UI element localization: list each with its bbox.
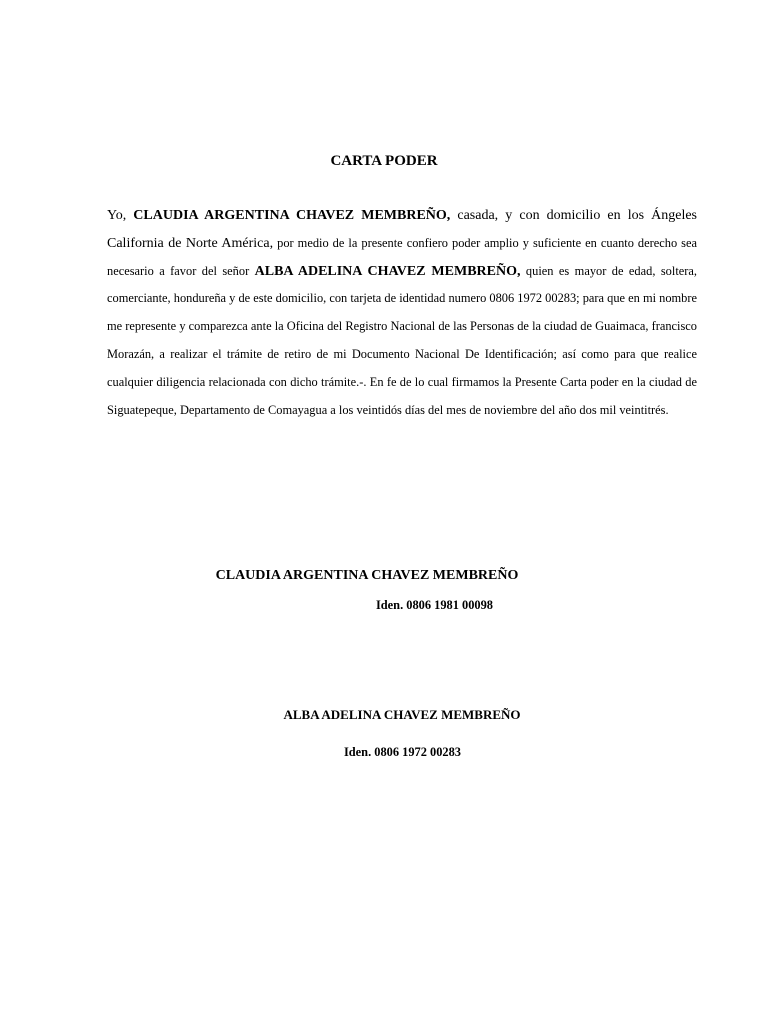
body-closing-text: quien es mayor de edad, soltera, comerciante, hondureña y de este domicilio, con tarjeta de identidad numero 0806 1972 00283; para que en mi nombre me represente y comparezca ante la Oficina del Registro Nacional de las Personas de la ciudad de Guaimaca, francisco Morazán, a realizar el trámite de retiro de mi Documento Nacional De Identificación; así como para que realice cualquier diligencia relacionada con dicho trámite.-. En fe de lo cual firmamos la Presente Carta poder en la ciudad de Siguatepeque, Departamento de Comayagua a los veintidós días del mes de noviembre del año dos mil veintitrés.	[107, 263, 697, 417]
signature-name-grantor: CLAUDIA ARGENTINA CHAVEZ MEMBREÑO	[215, 568, 519, 583]
signature-name-grantee: ALBA ADELINA CHAVEZ MEMBREÑO	[283, 707, 521, 722]
body-grant-text: por medio de la presente confiero poder amplio y suficiente en cuanto derecho sea necesario a favor del señor	[107, 235, 697, 278]
document-title: CARTA PODER	[330, 153, 438, 169]
document-body	[107, 202, 697, 424]
signature-id-grantee: Iden. 0806 1972 00283	[343, 745, 462, 759]
grantor-name: CLAUDIA ARGENTINA CHAVEZ MEMBREÑO,	[133, 208, 451, 223]
body-intro: Yo,	[107, 208, 134, 223]
signature-id-grantor: Iden. 0806 1981 00098	[375, 598, 494, 612]
grantee-name: ALBA ADELINA CHAVEZ MEMBREÑO,	[254, 263, 521, 279]
body-domicile: casada, y con domicilio en los Ángeles California de Norte América,	[107, 208, 698, 251]
